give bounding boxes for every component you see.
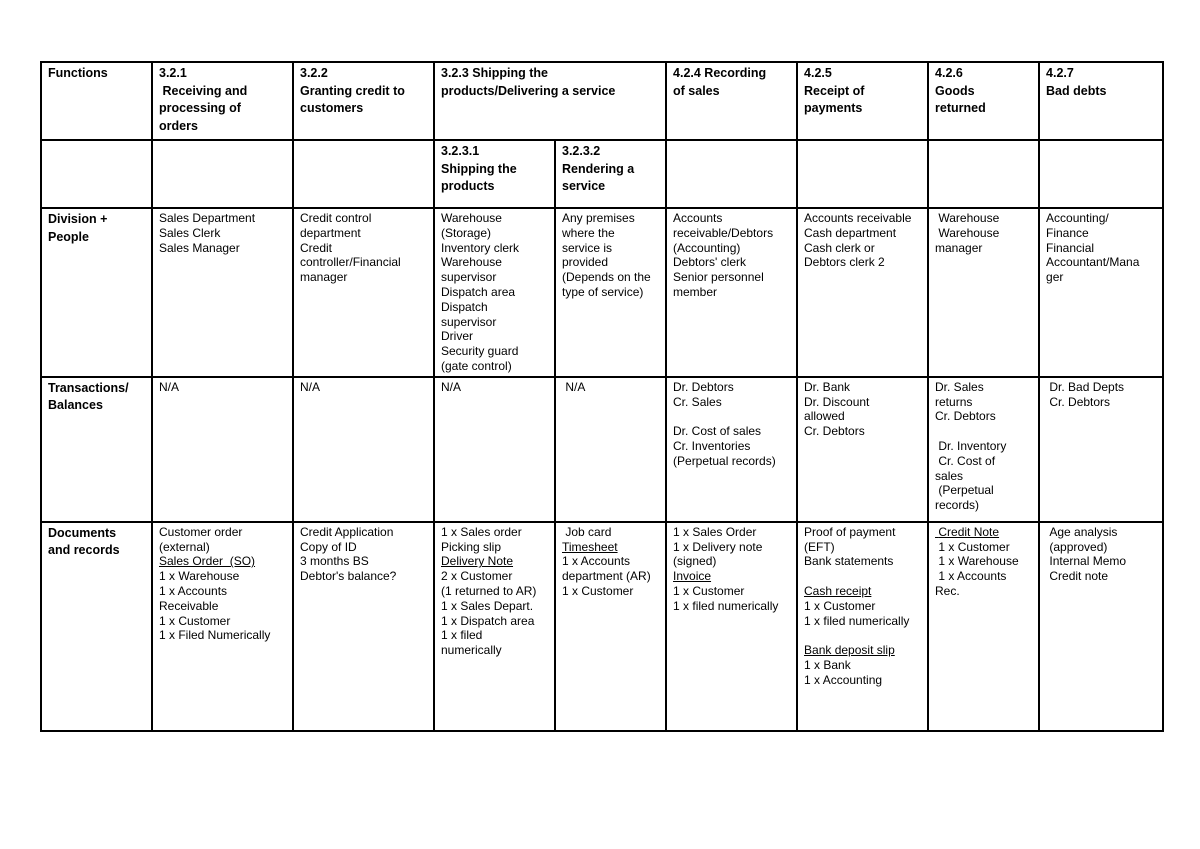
cell-line: Receiving and — [159, 83, 248, 98]
table-cell — [293, 208, 434, 377]
table-cell — [928, 522, 1039, 731]
cell-line: Cr. Debtors — [935, 409, 996, 424]
table-cell — [555, 208, 666, 377]
empty-cell — [293, 140, 434, 208]
table-cell — [666, 377, 797, 522]
cell-line: 1 x Accounts — [159, 583, 228, 598]
table-cell — [797, 377, 928, 522]
cell-line: Dr. Bank — [804, 379, 851, 394]
cell-line: Dr. Sales — [935, 379, 984, 394]
cell-line: 1 x filed — [441, 628, 483, 643]
cell-line: returned — [935, 101, 986, 115]
sales-cycle-table — [40, 61, 1164, 732]
cell-line: orders — [159, 118, 198, 133]
cell-line: department — [300, 225, 361, 240]
cell-line: Cr. Debtors — [1046, 394, 1111, 409]
cell-line: manager — [935, 240, 983, 255]
cell-line: 1 x Customer — [562, 583, 634, 598]
cell-line: Sales Manager — [159, 240, 240, 255]
cell-line: Functions — [48, 66, 108, 80]
cell-line: 4.2.7 — [1046, 66, 1074, 80]
cell-line: ger — [1046, 270, 1064, 285]
cell-line: 3 months BS — [300, 554, 369, 569]
cell-line: Accountant/Mana — [1046, 255, 1140, 270]
table-cell — [1039, 208, 1163, 377]
cell-line: (approved) — [1046, 539, 1108, 554]
cell-line: Cr. Inventories — [673, 438, 751, 453]
cell-line: 1 x Delivery note — [673, 539, 763, 554]
cell-line: Credit Note — [935, 524, 1000, 539]
cell-line: Transactions/ — [48, 380, 129, 395]
cell-line: 1 x filed numerically — [804, 613, 910, 628]
division-people-row — [41, 208, 1163, 377]
cell-line: Sales Order (SO) — [159, 554, 256, 569]
cell-line: N/A — [300, 379, 321, 394]
cell-line: 3.2.3 Shipping the — [441, 66, 548, 80]
cell-line: Dr. Debtors — [673, 379, 734, 394]
cell-line: 3.2.1 — [159, 66, 187, 80]
header-recording-sales — [666, 62, 797, 140]
empty-cell — [41, 140, 152, 208]
cell-line: Timesheet — [562, 539, 618, 554]
cell-line: Shipping the — [441, 161, 517, 176]
empty-cell — [928, 140, 1039, 208]
cell-line: 4.2.6 — [935, 66, 963, 80]
cell-line: service is — [562, 240, 613, 255]
cell-line: 1 x Accounting — [804, 672, 883, 687]
cell-line: Finance — [1046, 225, 1089, 240]
cell-line: Debtors' clerk — [673, 255, 746, 270]
cell-line: Documents — [48, 525, 117, 540]
cell-line: Inventory clerk — [441, 240, 520, 255]
cell-line: Bank statements — [804, 554, 894, 569]
cell-line: Warehouse — [441, 255, 502, 270]
header-bad-debts — [1039, 62, 1163, 140]
cell-line: Cr. Cost of — [935, 453, 996, 468]
cell-line: returns — [935, 394, 973, 409]
cell-line: Credit Application — [300, 524, 394, 539]
table-cell — [434, 208, 555, 377]
table-cell — [152, 377, 293, 522]
cell-line: Driver — [441, 329, 473, 344]
cell-line: N/A — [562, 379, 586, 394]
cell-line: Dr. Discount — [804, 394, 870, 409]
cell-line: 1 x Customer — [159, 613, 231, 628]
header-functions — [41, 62, 152, 140]
cell-line: Dr. Bad Depts — [1046, 379, 1125, 394]
cell-line: 2 x Customer — [441, 569, 513, 584]
header-receiving-orders — [152, 62, 293, 140]
cell-line: where the — [562, 225, 615, 240]
cell-line: Cr. Debtors — [804, 424, 865, 439]
table-cell — [555, 377, 666, 522]
cell-line: Credit note — [1046, 569, 1109, 584]
cell-line: Rec. — [935, 583, 960, 598]
cell-line — [673, 409, 792, 424]
cell-line: provided — [562, 255, 609, 270]
cell-line: Receipt of — [804, 83, 865, 98]
cell-line: member — [673, 284, 718, 299]
cell-line: Credit control — [300, 211, 372, 225]
cell-line: 3.2.2 — [300, 66, 328, 80]
cell-line: Proof of payment — [804, 524, 896, 539]
cell-line: 1 x Sales order — [441, 524, 522, 539]
cell-line: Customer order — [159, 524, 243, 539]
table-cell — [293, 377, 434, 522]
row-label — [41, 208, 152, 377]
cell-line: 1 x filed numerically — [673, 598, 779, 613]
table-cell — [1039, 377, 1163, 522]
cell-line: 3.2.3.2 — [562, 144, 601, 158]
documents-records-row — [41, 522, 1163, 731]
table-cell — [434, 522, 555, 731]
table-cell — [293, 522, 434, 731]
cell-line: Cash receipt — [804, 583, 872, 598]
cell-line: Accounts — [673, 211, 723, 225]
cell-line: supervisor — [441, 314, 497, 329]
empty-cell — [666, 140, 797, 208]
cell-line: 1 x Warehouse — [159, 569, 240, 584]
cell-line: Debtors clerk 2 — [804, 255, 885, 270]
cell-line: products/Delivering a service — [441, 83, 616, 98]
cell-line: sales — [935, 468, 964, 483]
subheader-shipping-products — [434, 140, 555, 208]
cell-line: Accounts receivable — [804, 211, 912, 225]
cell-line: 1 x Filed Numerically — [159, 628, 271, 643]
cell-line: Job card — [562, 524, 612, 539]
header-goods-returned — [928, 62, 1039, 140]
cell-line: of sales — [673, 83, 720, 98]
cell-line: Age analysis — [1046, 524, 1118, 539]
cell-line: Warehouse — [441, 211, 502, 225]
cell-line: (gate control) — [441, 358, 512, 373]
cell-line: Bank deposit slip — [804, 643, 895, 658]
cell-line: payments — [804, 101, 863, 115]
cell-line: Sales Clerk — [159, 225, 221, 240]
table-cell — [928, 377, 1039, 522]
cell-line: Accounting/ — [1046, 211, 1109, 225]
cell-line: 3.2.3.1 — [441, 144, 480, 158]
cell-line: Invoice — [673, 569, 712, 584]
cell-line: Dispatch area — [441, 284, 516, 299]
cell-line: 1 x Dispatch area — [441, 613, 535, 628]
cell-line: Granting credit to — [300, 83, 405, 98]
cell-line: (Accounting) — [673, 240, 741, 255]
header-row — [41, 62, 1163, 140]
cell-line: Dispatch — [441, 299, 488, 314]
cell-line: (Depends on the — [562, 270, 651, 285]
cell-line: records) — [935, 498, 980, 513]
cell-line — [804, 628, 923, 643]
table-cell — [555, 522, 666, 731]
cell-line: Warehouse — [935, 211, 1000, 225]
cell-line: 1 x Sales Depart. — [441, 598, 534, 613]
header-receipt-payments — [797, 62, 928, 140]
subheader-row — [41, 140, 1163, 208]
table-cell — [797, 208, 928, 377]
cell-line: Dr. Cost of sales — [673, 424, 762, 439]
header-granting-credit — [293, 62, 434, 140]
cell-line: Internal Memo — [1046, 554, 1127, 569]
cell-line: (external) — [159, 539, 210, 554]
cell-line: supervisor — [441, 270, 497, 285]
cell-line: allowed — [804, 409, 845, 424]
cell-line: Debtor's balance? — [300, 569, 397, 584]
cell-line: type of service) — [562, 284, 644, 299]
cell-line: 1 x Accounts — [562, 554, 631, 569]
cell-line — [804, 569, 923, 584]
cell-line: Balances — [48, 398, 103, 413]
table-cell — [666, 522, 797, 731]
cell-line: Sales Department — [159, 211, 256, 225]
cell-line: Any premises — [562, 211, 635, 225]
cell-line: People — [48, 229, 89, 244]
cell-line: N/A — [441, 379, 462, 394]
cell-line: 1 x Sales Order — [673, 524, 757, 539]
table-cell — [928, 208, 1039, 377]
table-cell — [797, 522, 928, 731]
cell-line: 1 x Bank — [804, 657, 851, 672]
cell-line: department (AR) — [562, 569, 651, 584]
cell-line: Financial — [1046, 240, 1095, 255]
empty-cell — [797, 140, 928, 208]
row-label — [41, 522, 152, 731]
cell-line: customers — [300, 101, 364, 115]
cell-line: service — [562, 179, 606, 193]
cell-line: (EFT) — [804, 539, 835, 554]
table-cell — [434, 377, 555, 522]
cell-line: Dr. Inventory — [935, 438, 1007, 453]
cell-line: and records — [48, 543, 120, 558]
cell-line — [935, 424, 1034, 439]
table-cell — [152, 208, 293, 377]
cell-line: (Perpetual — [935, 483, 994, 498]
cell-line: products — [441, 179, 495, 193]
cell-line: (signed) — [673, 554, 717, 569]
cell-line: Warehouse — [935, 225, 1000, 240]
cell-line: 1 x Warehouse — [935, 554, 1019, 569]
cell-line: Rendering a — [562, 161, 635, 176]
transactions-balances-row — [41, 377, 1163, 522]
cell-line: Security guard — [441, 344, 519, 359]
cell-line: Delivery Note — [441, 554, 514, 569]
cell-line: Goods — [935, 83, 975, 98]
cell-line: (1 returned to AR) — [441, 583, 537, 598]
cell-line: 4.2.5 — [804, 66, 832, 80]
cell-line: Credit — [300, 240, 333, 255]
cell-line: receivable/Debtors — [673, 225, 774, 240]
cell-line: 1 x Customer — [804, 598, 876, 613]
row-label — [41, 377, 152, 522]
cell-line: Bad debts — [1046, 83, 1107, 98]
table-cell — [1039, 522, 1163, 731]
cell-line: 1 x Customer — [935, 539, 1010, 554]
cell-line: Cr. Sales — [673, 394, 722, 409]
cell-line: Cash department — [804, 225, 897, 240]
cell-line: (Storage) — [441, 225, 492, 240]
cell-line: Receivable — [159, 598, 219, 613]
header-shipping-delivering — [434, 62, 666, 140]
cell-line: Division + — [48, 212, 108, 226]
cell-line: 1 x Accounts — [935, 569, 1007, 584]
subheader-rendering-service — [555, 140, 666, 208]
cell-line: Senior personnel — [673, 270, 764, 285]
empty-cell — [152, 140, 293, 208]
cell-line: Copy of ID — [300, 539, 357, 554]
cell-line: (Perpetual records) — [673, 453, 776, 468]
cell-line: N/A — [159, 379, 180, 394]
cell-line: processing of — [159, 101, 241, 115]
cell-line: Cash clerk or — [804, 240, 875, 255]
empty-cell — [1039, 140, 1163, 208]
cell-line: 1 x Customer — [673, 583, 745, 598]
cell-line: controller/Financial — [300, 255, 401, 270]
cell-line: manager — [300, 270, 348, 285]
cell-line: 4.2.4 Recording — [673, 66, 767, 80]
cell-line: numerically — [441, 643, 502, 658]
cell-line: Picking slip — [441, 539, 502, 554]
table-cell — [666, 208, 797, 377]
table-cell — [152, 522, 293, 731]
